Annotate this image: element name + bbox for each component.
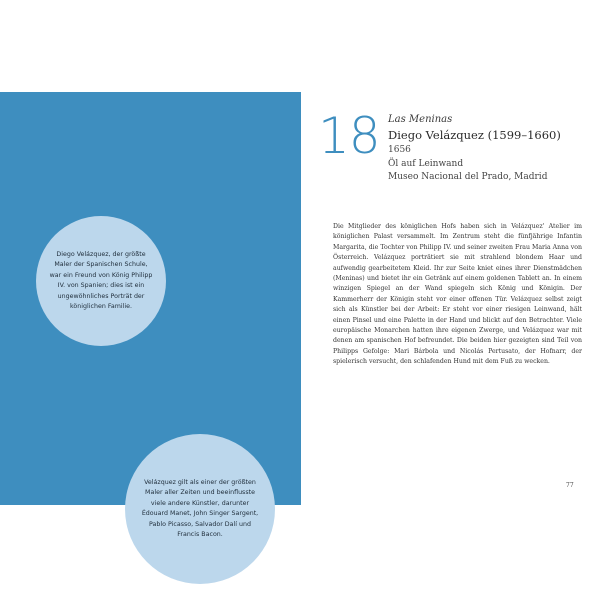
info-circle-influence — [125, 434, 275, 584]
artwork-medium: Öl auf Leinwand — [388, 158, 464, 169]
left-page-blue-panel — [0, 92, 301, 538]
artwork-location: Museo Nacional del Prado, Madrid — [388, 172, 548, 182]
info-circle-artist — [36, 216, 166, 346]
page-number: 77 — [566, 482, 574, 489]
artwork-year: 1656 — [388, 145, 411, 155]
info-circle-artist-text: Diego Velázquez, der größte Maler der Spanischen Schule, war ein Freund von König Philipp IV. von Spanien; dies ist ein ungewöhnliches Porträt der königlichen Familie. — [49, 250, 153, 310]
info-circle-influence-text: Velázquez gilt als einer der größten Maler aller Zeiten und beeinflusste viele andere Künstler, darunter Édouard Manet, John Singer Sargent, Pablo Picasso, Salvador Dalí und Francis Bacon. — [141, 478, 259, 538]
artwork-number: 18 — [318, 107, 380, 165]
artwork-description: Die Mitglieder des königlichen Hofs haben sich in Velázquez' Atelier im königlichen Palast versammelt. Im Zentrum steht die fünfjährige Infantin Margarita, die Tochter von Philipp IV. und seiner zweiten Frau Maria Anna von Österreich. Velázquez porträtiert sie mit strahlend blondem Haar und aufwendig gearbeitetem Kleid. Ihr zur Seite kniet eines ihrer Dienstmädchen (Meninas) und bietet ihr ein Getränk auf einem goldenen Tablett an. In einem winzigen Spiegel an der Wand spiegeln sich König und Königin. Der Kammerherr der Königin steht vor einer offenen Tür. Velázquez selbst zeigt sich als Künstler bei der Arbeit: Er steht vor einer riesigen Leinwand, hält einen Pinsel und eine Palette in der Hand und blickt auf den Betrachter. Viele europäische Monarchen hatten ihre eigenen Zwerge, und Velázquez war mit denen am spanischen Hof befreundet. Die beiden hier gezeigten sind Teil von Philipps Gefolge: Mari Bárbola und Nicolás Pertusato, der Hofnarr, der spielerisch versucht, den schlafenden Hund mit dem Fuß zu wecken. — [333, 223, 582, 366]
artwork-artist: Diego Velázquez (1599–1660) — [388, 128, 561, 142]
artwork-title: Las Meninas — [388, 114, 453, 125]
artwork-metadata — [388, 112, 561, 185]
